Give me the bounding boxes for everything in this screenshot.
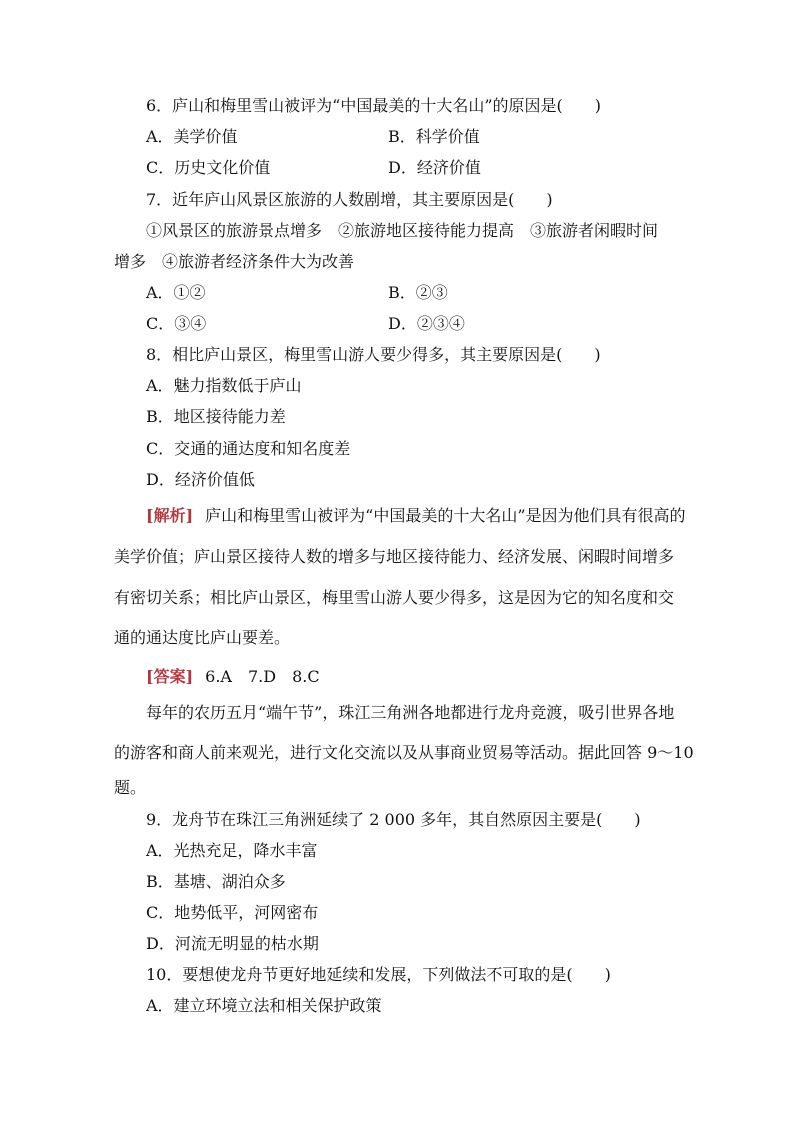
analysis-tag: [解析] — [146, 506, 194, 525]
answer-tag: [答案] — [146, 667, 194, 686]
q8-option-b: B．地区接待能力差 — [146, 407, 286, 426]
analysis-line3: 有密切关系；相比庐山景区，梅里雪山游人要少得多，这是因为它的知名度和交 — [114, 588, 675, 607]
q6-option-a: A．美学价值 — [146, 127, 238, 146]
analysis-line2: 美学价值；庐山景区接待人数的增多与地区接待能力、经济发展、闲暇时间增多 — [114, 547, 675, 566]
passage-line3: 题。 — [114, 778, 147, 797]
q8-option-a: A．魅力指数低于庐山 — [146, 376, 302, 395]
passage-line2: 的游客和商人前来观光，进行文化交流以及从事商业贸易等活动。据此回答 9～10 — [114, 743, 694, 762]
q7-option-b: B．②③ — [388, 283, 448, 302]
q6-option-b: B．科学价值 — [388, 127, 480, 146]
passage-line1: 每年的农历五月“端午节”，珠江三角洲各地都进行龙舟竞渡，吸引世界各地 — [146, 703, 675, 722]
q9-option-b: B．基塘、湖泊众多 — [146, 872, 286, 891]
q7-option-c: C．③④ — [146, 314, 207, 333]
q9-option-d: D．河流无明显的枯水期 — [146, 934, 319, 953]
q10-stem: 10．要想使龙舟节更好地延续和发展，下列做法不可取的是( ) — [146, 965, 611, 984]
q10-option-a: A．建立环境立法和相关保护政策 — [146, 996, 382, 1015]
answer-line — [146, 667, 320, 687]
analysis-text: 庐山和梅里雪山被评为“中国最美的十大名山”是因为他们具有很高的 — [205, 506, 686, 525]
q6-stem: 6．庐山和梅里雪山被评为“中国最美的十大名山”的原因是( ) — [146, 96, 602, 115]
answer-text: 6.A 7.D 8.C — [205, 667, 320, 686]
q9-stem: 9．龙舟节在珠江三角洲延续了 2 000 多年，其自然原因主要是( ) — [146, 810, 641, 829]
q7-option-d: D．②③④ — [388, 314, 465, 333]
q7-stem: 7．近年庐山风景区旅游的人数剧增，其主要原因是( ) — [146, 190, 553, 209]
q8-option-c: C．交通的通达度和知名度差 — [146, 439, 351, 458]
analysis-line4: 通的通达度比庐山要差。 — [114, 628, 291, 647]
q7-option-a: A．①② — [146, 283, 206, 302]
q7-items-line1: ①风景区的旅游景点增多 ②旅游地区接待能力提高 ③旅游者闲暇时间 — [146, 221, 659, 240]
q7-items-line2: 增多 ④旅游者经济条件大为改善 — [114, 252, 355, 271]
q9-option-c: C．地势低平，河网密布 — [146, 903, 319, 922]
q8-option-d: D．经济价值低 — [146, 470, 255, 489]
q8-stem: 8．相比庐山景区，梅里雪山游人要少得多，其主要原因是( ) — [146, 345, 601, 364]
q6-option-c: C．历史文化价值 — [146, 158, 271, 177]
analysis-line1 — [146, 506, 686, 526]
q6-option-d: D．经济价值 — [388, 158, 481, 177]
q9-option-a: A．光热充足，降水丰富 — [146, 841, 318, 860]
